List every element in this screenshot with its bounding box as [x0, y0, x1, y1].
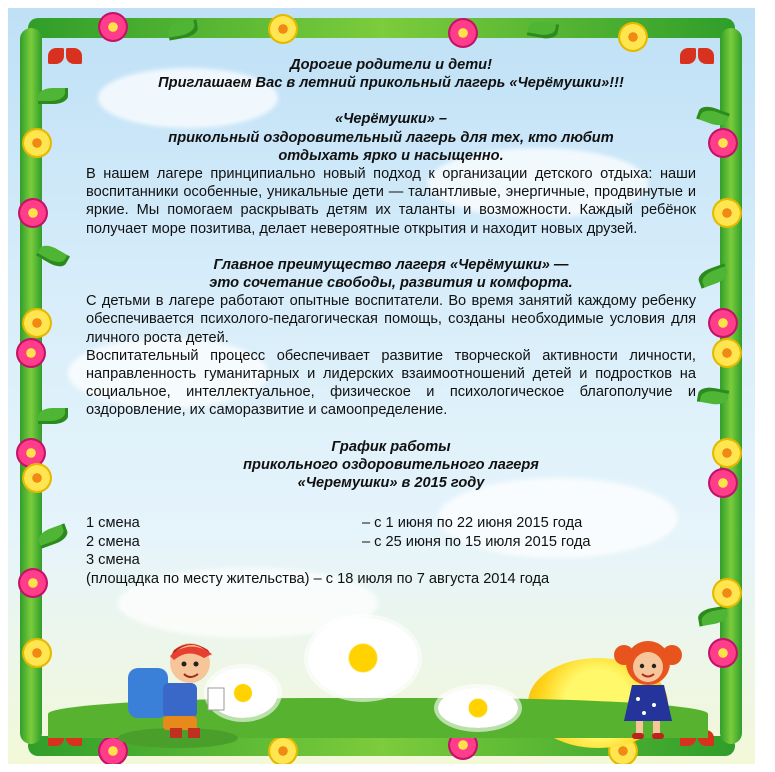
advantage-heading: Главное преимущество лагеря «Черёмушки» —	[213, 256, 569, 273]
camp-tagline: отдыхать ярко и насыщенно.	[278, 147, 504, 164]
shift-label: 3 смена	[86, 552, 140, 569]
shift-dates: – с 1 июня по 22 июня 2015 года	[362, 515, 583, 532]
shift-label: 2 смена	[86, 533, 140, 550]
flyer-frame	[8, 8, 755, 764]
intro-paragraph: В нашем лагере принципиально новый подход к организации детского отдыха: наши воспитанники особенные, уникальные дети — талантливые, энергичные, продвинутые и яркие. Мы помогаем раскрывать детям их таланты и возможности. Каждый ребёнок получает море позитива, делает невероятные открытия и находит новых друзей.	[86, 166, 696, 237]
leaf-icon	[38, 408, 68, 424]
girl-illustration	[598, 633, 698, 743]
pink-flower-icon	[16, 338, 46, 368]
yellow-flower-icon	[712, 338, 742, 368]
shift-label: 1 смена	[86, 515, 140, 532]
daisy-icon	[438, 688, 518, 728]
yellow-flower-icon	[22, 128, 52, 158]
yellow-flower-icon	[268, 14, 298, 44]
yellow-flower-icon	[22, 463, 52, 493]
pink-flower-icon	[98, 12, 128, 42]
advantage-paragraph: Воспитательный процесс обеспечивает развитие творческой активности личности, направленность гуманитарных и лидерских взаимоотношений детей и подростков на социальное, интеллектуальное, физическое и психологическое благополучие и оздоровление, их саморазвитие и самоопределение.	[86, 347, 696, 419]
schedule-row	[86, 514, 696, 533]
camp-tagline: прикольный оздоровительный лагерь для тех, кто любит	[168, 129, 614, 146]
leaf-icon	[38, 88, 68, 104]
yellow-flower-icon	[22, 308, 52, 338]
daisy-icon	[308, 618, 418, 698]
invitation-heading: Приглашаем Вас в летний прикольный лагерь «Черёмушки»!!!	[158, 75, 624, 92]
pink-flower-icon	[448, 18, 478, 48]
yellow-flower-icon	[618, 22, 648, 52]
yellow-flower-icon	[268, 736, 298, 764]
boy-illustration	[108, 628, 248, 748]
pink-flower-icon	[708, 468, 738, 498]
advantage-paragraph: С детьми в лагере работают опытные воспитатели. Во время занятий каждому ребенку обеспечивается психолого-педагогическая помощь, созданы необходимые условия для личного роста детей.	[86, 293, 696, 346]
schedule-heading: прикольного оздоровительного лагеря	[243, 456, 539, 473]
shift-dates: – с 25 июня по 15 июля 2015 года	[362, 533, 591, 550]
yellow-flower-icon	[712, 438, 742, 468]
pink-flower-icon	[18, 568, 48, 598]
pink-flower-icon	[18, 198, 48, 228]
camp-name-heading: «Черёмушки» –	[334, 111, 448, 128]
greeting-heading: Дорогие родители и дети!	[290, 57, 492, 73]
shift-note: (площадка по месту жительства) – с 18 июля по 7 августа 2014 года	[86, 570, 550, 587]
schedule-row	[86, 533, 696, 552]
pink-flower-icon	[708, 128, 738, 158]
yellow-flower-icon	[712, 198, 742, 228]
flyer-content	[86, 56, 696, 588]
schedule-heading: «Черемушки» в 2015 году	[297, 475, 485, 492]
schedule-row	[86, 551, 696, 570]
yellow-flower-icon	[22, 638, 52, 668]
pink-flower-icon	[708, 638, 738, 668]
advantage-heading: это сочетание свободы, развития и комфорта.	[209, 275, 573, 292]
schedule-heading: График работы	[331, 438, 451, 455]
bow-icon	[48, 46, 82, 68]
yellow-flower-icon	[712, 578, 742, 608]
schedule-list	[86, 514, 696, 588]
schedule-row	[86, 570, 696, 589]
pink-flower-icon	[708, 308, 738, 338]
